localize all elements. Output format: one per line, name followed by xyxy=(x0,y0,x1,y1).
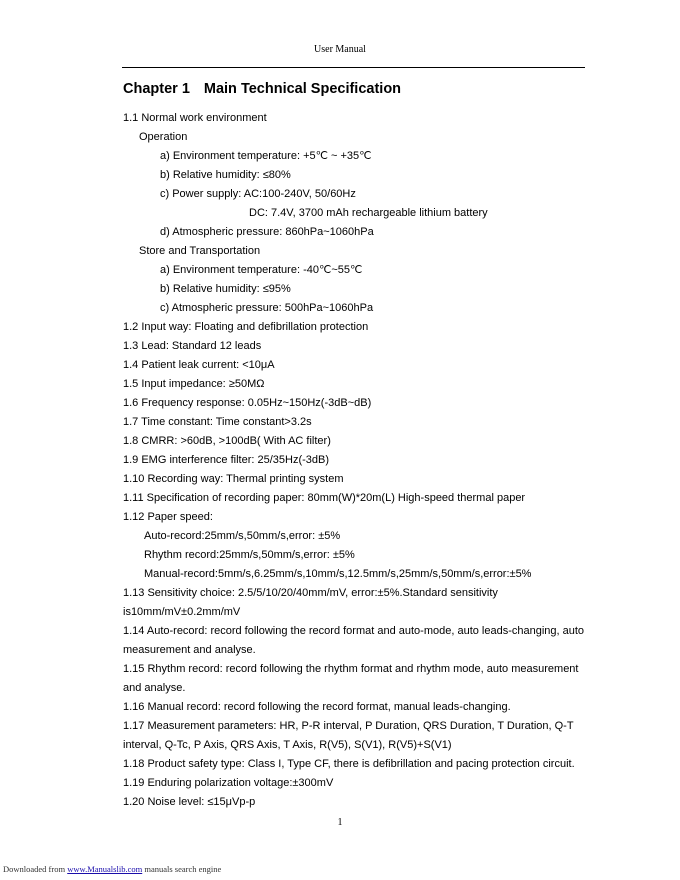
spec-line: 1.18 Product safety type: Class I, Type CF, there is defibrillation and pacing protection circuit. xyxy=(123,758,575,770)
spec-line: 1.6 Frequency response: 0.05Hz~150Hz(-3dB~dB) xyxy=(123,397,372,409)
spec-line: 1.12 Paper speed: xyxy=(123,511,213,523)
footer-prefix: Downloaded from xyxy=(3,864,66,874)
spec-line: 1.13 Sensitivity choice: 2.5/5/10/20/40mm/mV, error:±5%.Standard sensitivity xyxy=(123,587,498,599)
spec-line: 1.1 Normal work environment xyxy=(123,112,267,124)
spec-line: c) Atmospheric pressure: 500hPa~1060hPa xyxy=(160,302,374,314)
spec-line: Operation xyxy=(139,131,188,143)
spec-line: is10mm/mV±0.2mm/mV xyxy=(123,606,241,618)
chapter-heading: Main Technical Specification xyxy=(203,81,402,97)
spec-line: 1.3 Lead: Standard 12 leads xyxy=(123,340,262,352)
spec-line: b) Relative humidity: ≤95% xyxy=(160,283,291,295)
spec-line: d) Atmospheric pressure: 860hPa~1060hPa xyxy=(160,226,374,238)
spec-line: Manual-record:5mm/s,6.25mm/s,10mm/s,12.5mm/s,25mm/s,50mm/s,error:±5% xyxy=(144,568,532,580)
download-footer xyxy=(3,864,221,874)
spec-line: Auto-record:25mm/s,50mm/s,error: ±5% xyxy=(144,530,341,542)
spec-line: 1.8 CMRR: >60dB, >100dB( With AC filter) xyxy=(123,435,331,447)
spec-line: 1.17 Measurement parameters: HR, P-R interval, P Duration, QRS Duration, T Duration, Q-T xyxy=(123,720,574,732)
spec-list xyxy=(123,109,585,812)
spec-line: a) Environment temperature: +5℃ ~ +35℃ xyxy=(160,150,372,162)
spec-line: measurement and analyse. xyxy=(123,644,256,656)
spec-line: c) Power supply: AC:100-240V, 50/60Hz xyxy=(160,188,356,200)
spec-line: 1.10 Recording way: Thermal printing system xyxy=(123,473,344,485)
spec-line: Rhythm record:25mm/s,50mm/s,error: ±5% xyxy=(144,549,355,561)
chapter-number: Chapter 1 xyxy=(123,81,190,97)
running-header: User Manual xyxy=(314,44,366,55)
footer-suffix: manuals search engine xyxy=(144,864,222,874)
chapter-title xyxy=(123,81,401,97)
spec-line: a) Environment temperature: -40℃~55℃ xyxy=(160,264,363,276)
spec-line: 1.7 Time constant: Time constant>3.2s xyxy=(123,416,312,428)
spec-line: b) Relative humidity: ≤80% xyxy=(160,169,291,181)
spec-line: interval, Q-Tc, P Axis, QRS Axis, T Axis, R(V5), S(V1), R(V5)+S(V1) xyxy=(123,739,452,751)
spec-line: 1.2 Input way: Floating and defibrillation protection xyxy=(123,321,369,333)
spec-line: 1.16 Manual record: record following the record format, manual leads-changing. xyxy=(123,701,511,713)
spec-line: 1.4 Patient leak current: <10μA xyxy=(123,359,275,371)
spec-line: 1.15 Rhythm record: record following the rhythm format and rhythm mode, auto measurement xyxy=(123,663,579,675)
page-number: 1 xyxy=(337,817,343,828)
spec-line: 1.9 EMG interference filter: 25/35Hz(-3dB) xyxy=(123,454,330,466)
spec-line: 1.14 Auto-record: record following the record format and auto-mode, auto leads-changing, auto xyxy=(123,625,585,637)
spec-line: 1.5 Input impedance: ≥50MΩ xyxy=(123,378,265,390)
spec-line: DC: 7.4V, 3700 mAh rechargeable lithium battery xyxy=(249,207,488,219)
spec-line: 1.11 Specification of recording paper: 80mm(W)*20m(L) High-speed thermal paper xyxy=(123,492,526,504)
spec-line: 1.20 Noise level: ≤15μVp-p xyxy=(123,796,256,808)
spec-line: 1.19 Enduring polarization voltage:±300mV xyxy=(123,777,334,789)
manualslib-link[interactable]: www.Manualslib.com xyxy=(67,864,143,874)
header-rule xyxy=(122,67,585,68)
spec-line: and analyse. xyxy=(123,682,186,694)
spec-line: Store and Transportation xyxy=(139,245,261,257)
